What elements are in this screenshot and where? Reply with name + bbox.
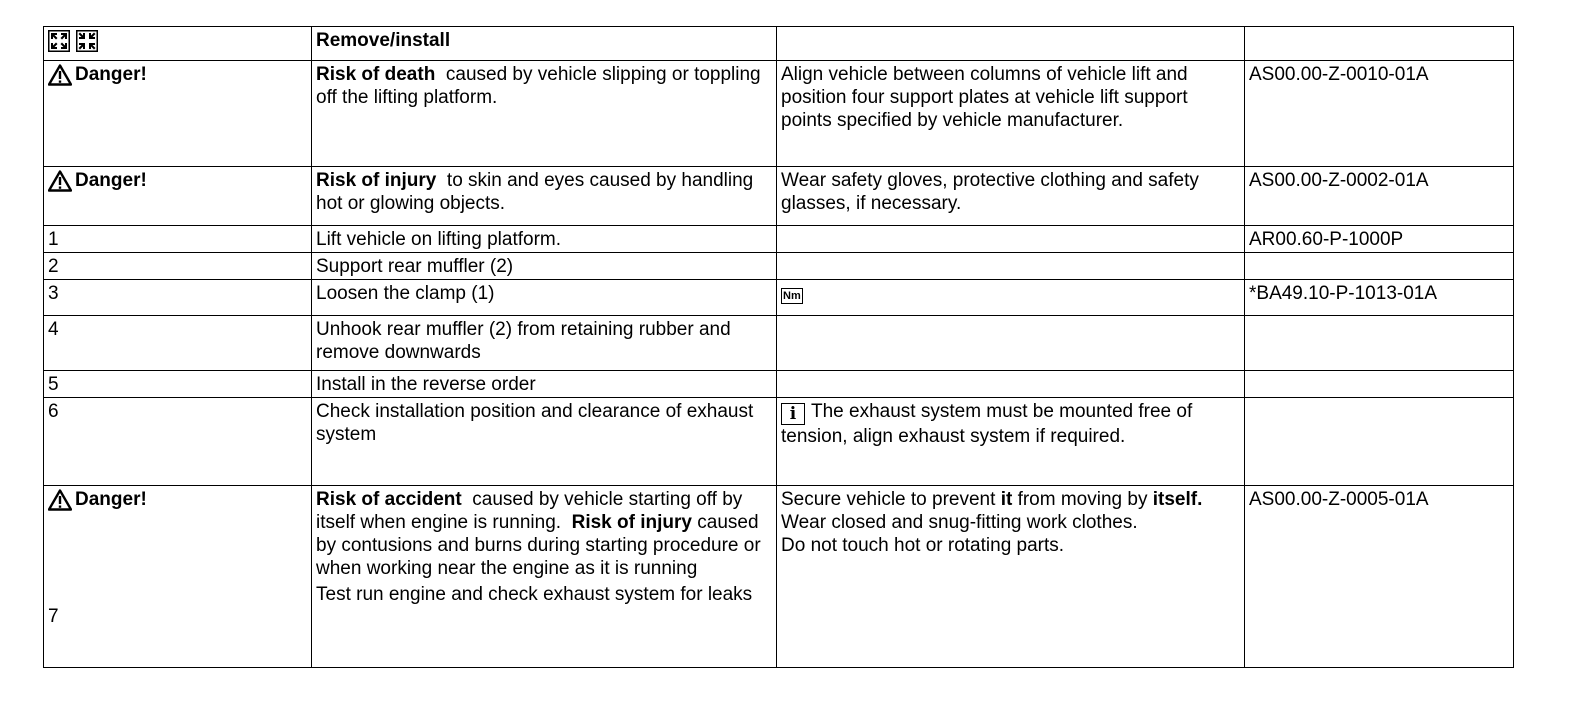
step-note-cell (777, 398, 1245, 486)
action-cell (777, 486, 1245, 668)
risk-text: caused by vehicle starting off by itself when engine is running. (316, 489, 743, 533)
step-text: Unhook rear muffler (2) from retaining rubber and remove downwards (312, 316, 777, 371)
step-text: Check installation position and clearance of exhaust system (312, 398, 777, 486)
danger-row (44, 167, 1514, 226)
risk-text: caused by contusions and burns during starting procedure or when working near the engine as it is running (316, 512, 761, 579)
reference-cell (1245, 398, 1514, 486)
step-note-cell (777, 316, 1245, 371)
step-text: Test run engine and check exhaust system for leaks (316, 584, 753, 605)
danger-label: Danger! (75, 489, 147, 510)
reference-cell (1245, 253, 1514, 280)
danger-row (44, 61, 1514, 167)
step-number: 4 (44, 316, 312, 371)
danger-label: Danger! (75, 64, 147, 85)
step-row (44, 280, 1514, 316)
danger-label-cell (44, 167, 312, 226)
step-text: Lift vehicle on lifting platform. (312, 226, 777, 253)
step-note-cell (777, 253, 1245, 280)
warning-triangle-icon (48, 489, 72, 511)
step-number: 7 (48, 606, 59, 627)
danger-label-cell (44, 61, 312, 167)
action-line: Do not touch hot or rotating parts. (781, 535, 1065, 556)
header-empty-cell (777, 27, 1245, 61)
step-number: 2 (44, 253, 312, 280)
step-note-cell (777, 280, 1245, 316)
header-icons-cell (44, 27, 312, 61)
info-note: The exhaust system must be mounted free of tension, align exhaust system if required. (781, 401, 1193, 447)
action-cell: Wear safety gloves, protective clothing and safety glasses, if necessary. (777, 167, 1245, 226)
risk-cell (312, 61, 777, 167)
reference-link[interactable]: *BA49.10-P-1013-01A (1245, 280, 1514, 316)
step-text: Install in the reverse order (312, 371, 777, 398)
risk-text: caused by vehicle slipping or toppling off the lifting platform. (316, 64, 761, 108)
reference-link[interactable]: AS00.00-Z-0010-01A (1245, 61, 1514, 167)
step-text: Support rear muffler (2) (312, 253, 777, 280)
collapse-icon[interactable] (76, 30, 98, 52)
risk-heading: Risk of injury (571, 512, 692, 533)
step-number: 1 (44, 226, 312, 253)
torque-nm-icon[interactable]: Nm (783, 290, 801, 302)
step-row (44, 316, 1514, 371)
danger-label: Danger! (75, 170, 147, 191)
step-note-cell (777, 226, 1245, 253)
step-number: 5 (44, 371, 312, 398)
risk-cell (312, 167, 777, 226)
warning-triangle-icon (48, 170, 72, 192)
header-title: Remove/install (312, 27, 777, 61)
reference-cell (1245, 371, 1514, 398)
step-number: 3 (44, 280, 312, 316)
step-row (44, 226, 1514, 253)
risk-heading: Risk of accident (316, 489, 462, 510)
risk-heading: Risk of death (316, 64, 436, 85)
action-cell: Align vehicle between columns of vehicle lift and position four support plates at vehicle lift support points specified by vehicle manufacturer. (777, 61, 1245, 167)
step-row (44, 253, 1514, 280)
header-empty-cell (1245, 27, 1514, 61)
warning-triangle-icon (48, 64, 72, 86)
step-note-cell (777, 371, 1245, 398)
reference-cell (1245, 316, 1514, 371)
expand-icon[interactable] (48, 30, 70, 52)
reference-link[interactable]: AR00.60-P-1000P (1245, 226, 1514, 253)
action-line: Secure vehicle to prevent it from moving by itself. (781, 489, 1203, 510)
reference-link[interactable]: AS00.00-Z-0002-01A (1245, 167, 1514, 226)
danger-step-row (44, 486, 1514, 668)
risk-heading: Risk of injury (316, 170, 437, 191)
action-line: Wear closed and snug-fitting work clothes. (781, 512, 1138, 533)
info-icon[interactable]: i (781, 403, 805, 425)
risk-text: to skin and eyes caused by handling hot or glowing objects. (316, 170, 754, 214)
step-number: 6 (44, 398, 312, 486)
step-row (44, 371, 1514, 398)
reference-link[interactable]: AS00.00-Z-0005-01A (1245, 486, 1514, 668)
procedure-table (43, 26, 1514, 668)
step-row (44, 398, 1514, 486)
header-row (44, 27, 1514, 61)
danger-label-cell (44, 486, 312, 668)
step-text: Loosen the clamp (1) (312, 280, 777, 316)
risk-cell (312, 486, 777, 668)
